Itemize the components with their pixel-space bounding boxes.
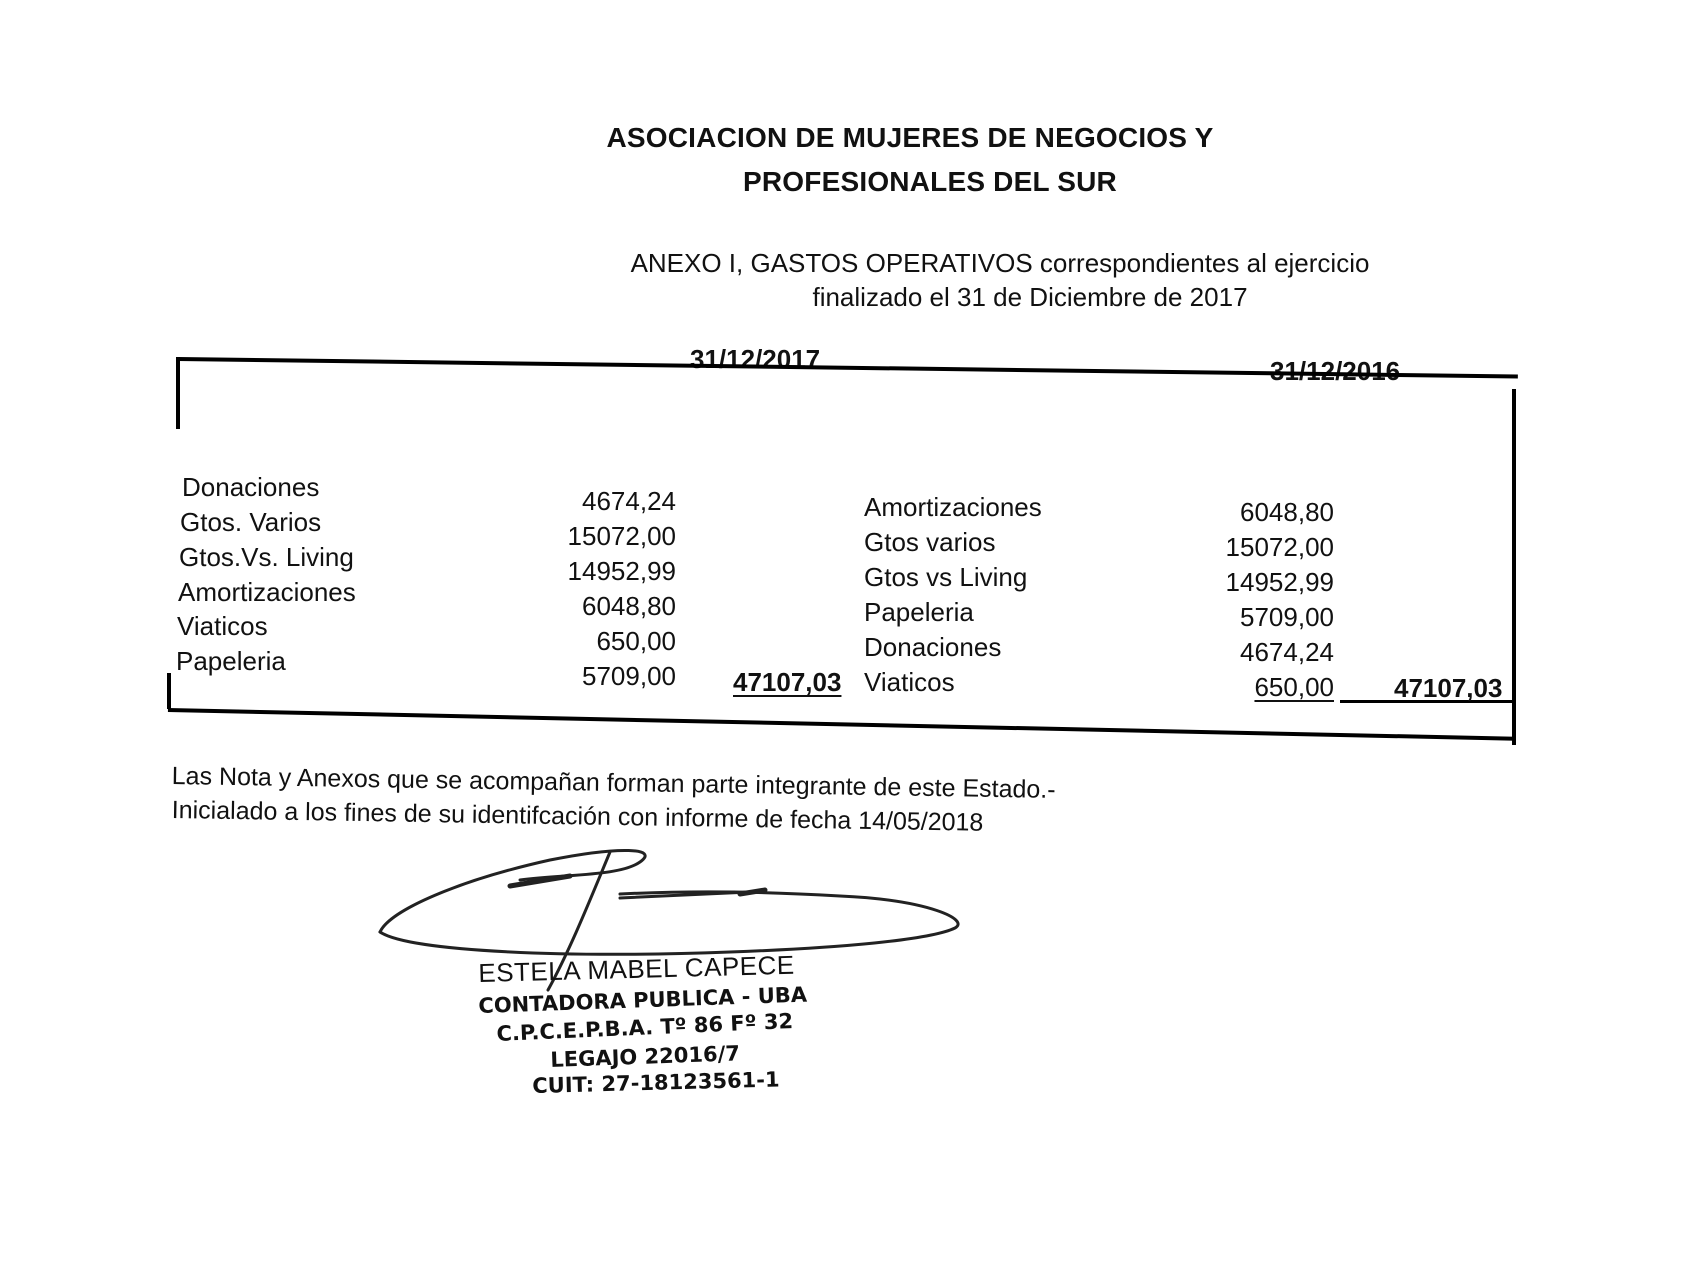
list-item-value: 5709,00 bbox=[582, 661, 676, 691]
list-item-value: 4674,24 bbox=[1240, 637, 1334, 667]
list-item-label: Gtos. Varios bbox=[180, 507, 322, 537]
list-item-label: Viaticos bbox=[864, 667, 955, 697]
accountant-legajo: LEGAJO 22016/7 bbox=[550, 1041, 741, 1072]
list-item-value: 650,00 bbox=[1254, 672, 1334, 702]
list-item-label: Viaticos bbox=[177, 611, 268, 641]
notes-line1: Las Nota y Anexos que se acompañan forman parte integrante de este Estado.- bbox=[171, 762, 1056, 804]
list-item-label: Donaciones bbox=[182, 472, 320, 502]
list-item-label: Donaciones bbox=[864, 632, 1002, 662]
column-header-2017: 31/12/2017 bbox=[690, 344, 821, 374]
total-2016: 47107,03 bbox=[1394, 673, 1503, 703]
list-item-value: 5709,00 bbox=[1240, 602, 1334, 632]
table-frame-left-bottom bbox=[167, 673, 171, 709]
list-item-label: Amortizaciones bbox=[178, 577, 356, 607]
list-item-value: 14952,99 bbox=[1225, 567, 1334, 597]
list-item-label: Gtos vs Living bbox=[864, 562, 1028, 592]
list-item-label: Papeleria bbox=[864, 597, 974, 627]
column-header-2016: 31/12/2016 bbox=[1270, 356, 1401, 386]
organization-name-line2: PROFESIONALES DEL SUR bbox=[743, 166, 1117, 197]
list-item-value: 4674,24 bbox=[582, 486, 676, 516]
table-frame-right bbox=[1512, 389, 1516, 745]
list-item-value: 6048,80 bbox=[1240, 497, 1334, 527]
list-item-label: Papeleria bbox=[176, 646, 286, 676]
total-2017: 47107,03 bbox=[733, 667, 842, 697]
list-item-value: 15072,00 bbox=[1225, 532, 1334, 562]
table-frame-left-top bbox=[176, 357, 180, 429]
accountant-name: ESTELA MABEL CAPECE bbox=[478, 949, 796, 988]
table-frame-bottom bbox=[168, 708, 1516, 741]
list-item-value: 6048,80 bbox=[582, 591, 676, 621]
annex-title-line1: ANEXO I, GASTOS OPERATIVOS correspondientes al ejercicio bbox=[630, 248, 1370, 278]
organization-name-line1: ASOCIACION DE MUJERES DE NEGOCIOS Y bbox=[606, 122, 1214, 153]
accountant-cuit: CUIT: 27-18123561-1 bbox=[532, 1067, 780, 1098]
list-item-label: Gtos varios bbox=[864, 527, 996, 557]
accountant-registry: C.P.C.E.P.B.A. Tº 86 Fº 32 bbox=[496, 1009, 794, 1046]
list-item-label: Gtos.Vs. Living bbox=[179, 542, 354, 572]
list-item-value: 14952,99 bbox=[567, 556, 676, 586]
annex-title-line2: finalizado el 31 de Diciembre de 2017 bbox=[812, 282, 1248, 312]
list-item-label: Amortizaciones bbox=[864, 492, 1042, 522]
list-item-value: 650,00 bbox=[596, 626, 676, 656]
accountant-title: CONTADORA PUBLICA - UBA bbox=[478, 982, 808, 1018]
notes-line2: Inicialado a los fines de su identifcación con informe de fecha 14/05/2018 bbox=[171, 796, 984, 837]
list-item-value: 15072,00 bbox=[567, 521, 676, 551]
